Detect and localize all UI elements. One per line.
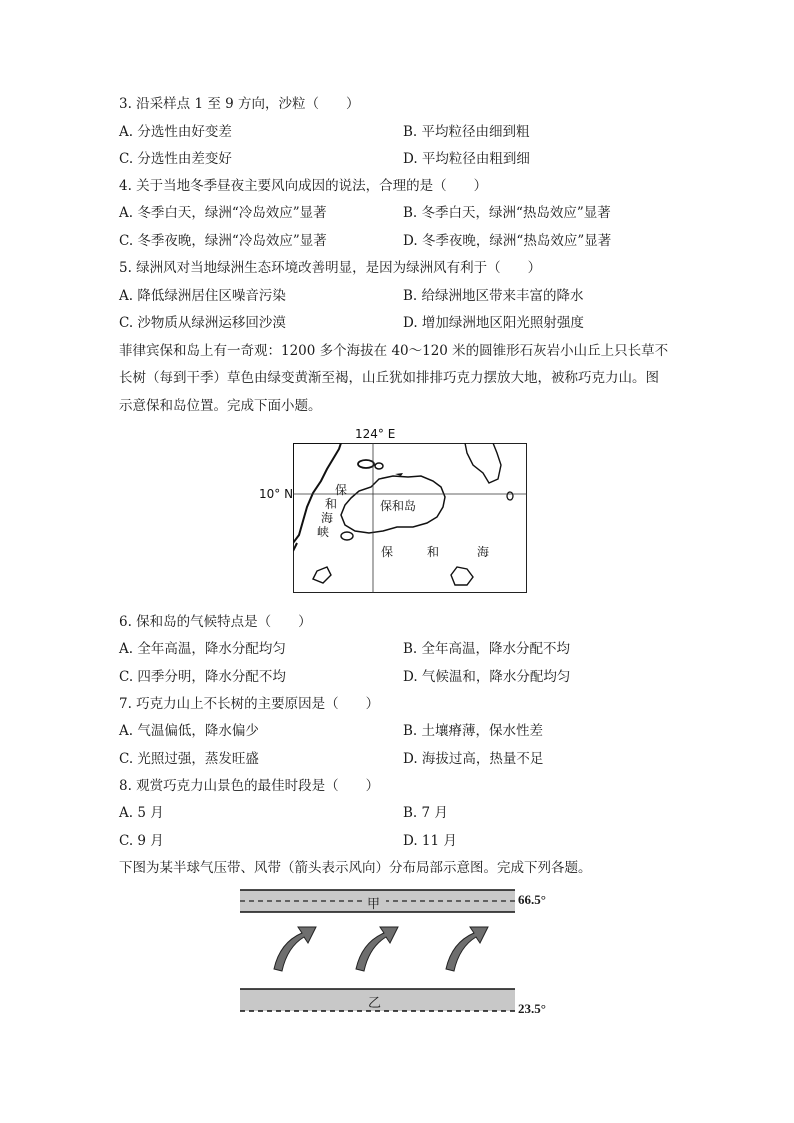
sea-char-2: 和 bbox=[427, 545, 440, 559]
passage2: 下图为某半球气压带、风带（箭头表示风向）分布局部示意图。完成下列各题。 bbox=[119, 860, 592, 876]
q3-option-b: B. 平均粒径由细到粗 bbox=[403, 124, 530, 140]
longitude-label: 124° E bbox=[355, 427, 396, 441]
lat-23-label: 23.5° bbox=[518, 1001, 546, 1016]
wind-arrow-3 bbox=[446, 927, 488, 971]
lat-66-label: 66.5° bbox=[518, 892, 546, 907]
q8-option-b: B. 7 月 bbox=[403, 805, 448, 821]
strait-char-2: 和 bbox=[325, 497, 338, 511]
q4-stem: 4. 关于当地冬季昼夜主要风向成因的说法，合理的是（ ） bbox=[119, 178, 488, 194]
q6-option-c: C. 四季分明，降水分配不均 bbox=[119, 669, 286, 685]
q3-stem: 3. 沿采样点 1 至 9 方向，沙粒（ ） bbox=[119, 96, 360, 112]
sea-char-1: 保 bbox=[381, 545, 394, 559]
q4-option-a: A. 冬季白天，绿洲“冷岛效应”显著 bbox=[119, 205, 327, 221]
q4-option-d: D. 冬季夜晚，绿洲“热岛效应”显著 bbox=[403, 233, 612, 249]
panglao-island bbox=[341, 532, 353, 540]
q6-stem: 6. 保和岛的气候特点是（ ） bbox=[119, 614, 312, 630]
strait-char-1: 保 bbox=[335, 483, 348, 497]
latitude-label: 10° N bbox=[259, 487, 294, 501]
q7-option-a: A. 气温偏低，降水偏少 bbox=[119, 723, 259, 739]
passage1-line1: 菲律宾保和岛上有一奇观：1200 多个海拔在 40～120 米的圆锥形石灰岩小山丘上只长草不 bbox=[119, 343, 669, 359]
belt-yi-label: 乙 bbox=[368, 995, 382, 1010]
bohol-map bbox=[259, 427, 527, 593]
q4-option-c: C. 冬季夜晚，绿洲“冷岛效应”显著 bbox=[119, 233, 327, 249]
q3-option-a: A. 分选性由好变差 bbox=[119, 124, 232, 140]
q7-option-c: C. 光照过强，蒸发旺盛 bbox=[119, 751, 259, 767]
small-island-4 bbox=[507, 492, 513, 500]
q8-option-d: D. 11 月 bbox=[403, 833, 457, 849]
q3-option-c: C. 分选性由差变好 bbox=[119, 151, 232, 167]
q5-stem: 5. 绿洲风对当地绿洲生态环境改善明显，是因为绿洲风有利于（ ） bbox=[119, 260, 542, 276]
passage1-line2: 长树（每到干季）草色由绿变黄渐至褐，山丘犹如排排巧克力摆放大地，被称巧克力山。图 bbox=[119, 370, 659, 386]
wind-arrow-2 bbox=[356, 927, 398, 971]
small-island-2 bbox=[375, 463, 383, 469]
island-label: 保和岛 bbox=[380, 499, 417, 513]
q5-option-d: D. 增加绿洲地区阳光照射强度 bbox=[403, 315, 584, 331]
small-island-1 bbox=[358, 460, 374, 468]
strait-char-4: 峡 bbox=[317, 525, 330, 539]
q8-option-a: A. 5 月 bbox=[119, 805, 164, 821]
q7-option-d: D. 海拔过高，热量不足 bbox=[403, 751, 544, 767]
q5-option-a: A. 降低绿洲居住区噪音污染 bbox=[119, 288, 286, 304]
pressure-belt-diagram bbox=[240, 889, 546, 1016]
sea-char-3: 海 bbox=[477, 545, 490, 559]
strait-char-3: 海 bbox=[321, 511, 334, 525]
q3-option-d: D. 平均粒径由粗到细 bbox=[403, 151, 530, 167]
q6-option-b: B. 全年高温，降水分配不均 bbox=[403, 641, 571, 657]
q6-option-d: D. 气候温和，降水分配均匀 bbox=[403, 669, 571, 685]
q5-option-b: B. 给绿洲地区带来丰富的降水 bbox=[403, 288, 584, 304]
q5-option-c: C. 沙物质从绿洲运移回沙漠 bbox=[119, 315, 286, 331]
q8-stem: 8. 观赏巧克力山景色的最佳时段是（ ） bbox=[119, 778, 380, 794]
q6-option-a: A. 全年高温，降水分配均匀 bbox=[119, 641, 286, 657]
belt-jia-label: 甲 bbox=[367, 896, 381, 911]
passage1-line3: 示意保和岛位置。完成下面小题。 bbox=[119, 398, 322, 414]
wind-arrow-1 bbox=[274, 927, 316, 971]
q7-stem: 7. 巧克力山上不长树的主要原因是（ ） bbox=[119, 696, 380, 712]
q8-option-c: C. 9 月 bbox=[119, 833, 164, 849]
q4-option-b: B. 冬季白天，绿洲“热岛效应”显著 bbox=[403, 205, 611, 221]
q7-option-b: B. 土壤瘠薄，保水性差 bbox=[403, 723, 544, 739]
